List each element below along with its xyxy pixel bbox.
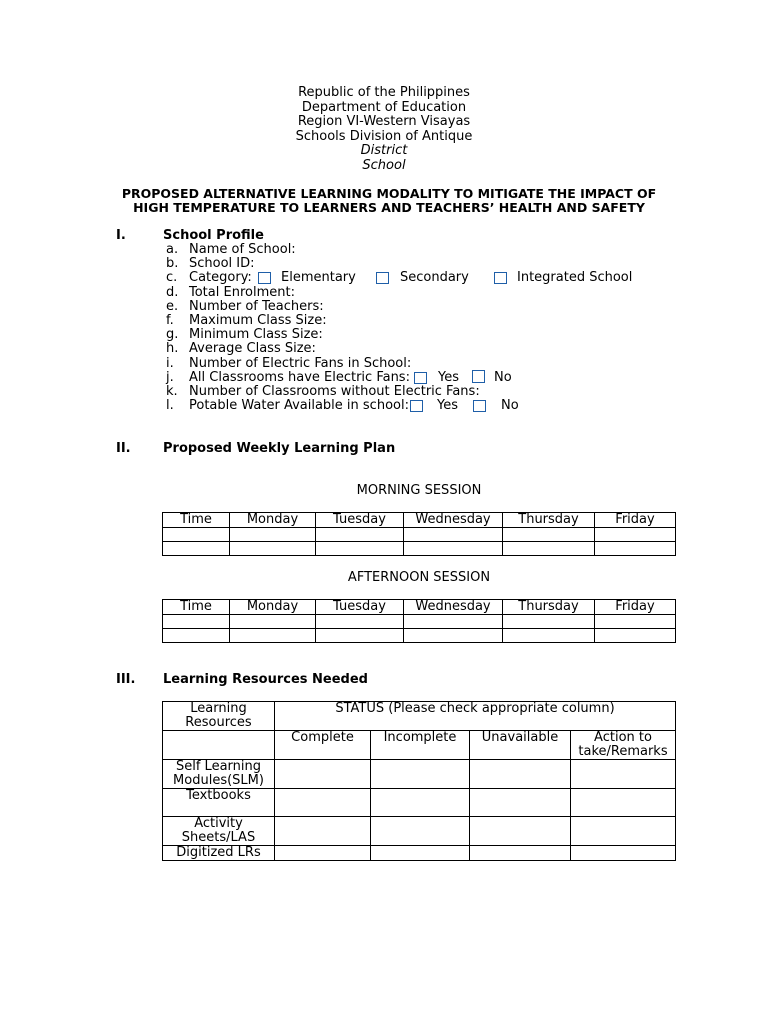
table-cell[interactable] (371, 760, 470, 789)
table-cell[interactable] (230, 528, 316, 542)
item-letter: g. (166, 327, 179, 343)
average-class-size-label: Average Class Size: (189, 341, 316, 357)
fans-no-label: No (494, 369, 512, 385)
column-header-monday: Monday (230, 513, 316, 528)
table-cell[interactable] (316, 629, 404, 643)
column-header-complete: Complete (275, 731, 371, 760)
name-of-school-label: Name of School: (189, 242, 296, 257)
item-letter: j. (166, 369, 174, 385)
potable-water-label: Potable Water Available in school: (189, 398, 409, 414)
section-1-number: I. (116, 228, 126, 243)
header-line-republic: Republic of the Philippines (298, 85, 470, 100)
electric-fans-count-label: Number of Electric Fans in School: (189, 355, 412, 371)
column-header-tuesday: Tuesday (316, 513, 404, 528)
table-cell[interactable] (470, 789, 571, 817)
table-cell[interactable] (571, 760, 676, 789)
fans-yes-label: Yes (438, 369, 459, 385)
column-header-friday: Friday (595, 513, 676, 528)
column-header-incomplete: Incomplete (371, 731, 470, 760)
letterhead (0, 86, 768, 173)
item-letter: c. (166, 270, 178, 286)
table-cell[interactable] (230, 542, 316, 556)
maximum-class-size-label: Maximum Class Size: (189, 312, 327, 328)
afternoon-schedule-table (162, 599, 676, 643)
table-cell[interactable] (503, 615, 595, 629)
secondary-checkbox[interactable] (376, 272, 389, 284)
item-letter: a. (166, 242, 179, 257)
table-cell[interactable] (470, 817, 571, 846)
table-cell[interactable] (316, 615, 404, 629)
column-header-thursday: Thursday (503, 600, 595, 615)
table-cell[interactable] (163, 542, 230, 556)
column-header-unavailable: Unavailable (470, 731, 571, 760)
header-line-division: Schools Division of Antique (295, 128, 473, 144)
resource-name-slm: Self Learning Modules(SLM) (163, 760, 275, 789)
table-row (163, 846, 676, 861)
table-row (163, 629, 676, 643)
header-line-school: School (362, 157, 406, 173)
table-cell[interactable] (404, 629, 503, 643)
table-cell[interactable] (404, 542, 503, 556)
table-cell[interactable] (595, 542, 676, 556)
header-line-district: District (360, 143, 408, 158)
integrated-school-checkbox[interactable] (494, 272, 507, 284)
morning-session-label: MORNING SESSION (356, 483, 482, 498)
item-letter: b. (166, 256, 179, 272)
table-cell (163, 731, 275, 760)
water-no-label: No (501, 398, 519, 414)
table-cell[interactable] (595, 528, 676, 542)
table-header-row (163, 702, 676, 731)
resource-name-activity-sheets: Activity Sheets/LAS (163, 817, 275, 846)
column-header-action-remarks: Action to take/Remarks (571, 731, 676, 760)
category-label: Category: (189, 270, 252, 286)
table-cell[interactable] (404, 615, 503, 629)
title-line-2: HIGH TEMPERATURE TO LEARNERS AND TEACHERS’ HEALTH AND SAFETY (133, 200, 645, 215)
table-cell[interactable] (371, 846, 470, 861)
integrated-school-option-label: Integrated School (517, 270, 633, 286)
table-cell[interactable] (503, 528, 595, 542)
section-2-number: II. (116, 441, 131, 456)
column-header-wednesday: Wednesday (404, 600, 503, 615)
document-title (0, 187, 768, 215)
table-cell[interactable] (316, 542, 404, 556)
item-letter: i. (166, 355, 174, 371)
table-cell[interactable] (275, 789, 371, 817)
classrooms-without-fans-label: Number of Classrooms without Electric Fans: (189, 383, 480, 399)
section-2-heading: Proposed Weekly Learning Plan (163, 441, 396, 456)
table-row (163, 542, 676, 556)
table-cell[interactable] (503, 629, 595, 643)
table-cell[interactable] (371, 789, 470, 817)
column-header-monday: Monday (230, 600, 316, 615)
secondary-option-label: Secondary (400, 270, 469, 286)
table-row (163, 760, 676, 789)
table-cell[interactable] (503, 542, 595, 556)
minimum-class-size-label: Minimum Class Size: (189, 327, 323, 343)
table-cell[interactable] (571, 817, 676, 846)
resource-name-digitized-lrs: Digitized LRs (163, 846, 275, 861)
table-cell[interactable] (163, 615, 230, 629)
item-letter: l. (166, 398, 174, 414)
column-header-friday: Friday (595, 600, 676, 615)
elementary-checkbox[interactable] (258, 272, 271, 284)
section-3-number: III. (116, 672, 136, 687)
column-header-tuesday: Tuesday (316, 600, 404, 615)
table-cell[interactable] (595, 629, 676, 643)
table-row (163, 528, 676, 542)
status-header: STATUS (Please check appropriate column) (275, 702, 676, 731)
column-header-thursday: Thursday (503, 513, 595, 528)
table-header-row (163, 600, 676, 615)
fans-no-checkbox[interactable] (472, 370, 485, 383)
all-classrooms-fans-label: All Classrooms have Electric Fans: (189, 369, 410, 385)
header-line-region: Region VI-Western Visayas (297, 114, 471, 129)
table-cell[interactable] (163, 528, 230, 542)
header-line-department: Department of Education (301, 99, 467, 115)
morning-schedule-table (162, 512, 676, 556)
table-cell[interactable] (470, 846, 571, 861)
table-cell[interactable] (275, 846, 371, 861)
water-no-checkbox[interactable] (473, 400, 486, 412)
total-enrolment-label: Total Enrolment: (189, 284, 295, 300)
table-row (163, 789, 676, 817)
title-line-1: PROPOSED ALTERNATIVE LEARNING MODALITY TO MITIGATE THE IMPACT OF (121, 186, 657, 201)
table-cell[interactable] (275, 760, 371, 789)
section-1-heading: School Profile (163, 228, 264, 243)
resource-name-textbooks: Textbooks (163, 789, 275, 817)
table-cell[interactable] (316, 528, 404, 542)
table-subheader-row (163, 731, 676, 760)
table-cell[interactable] (371, 817, 470, 846)
table-cell[interactable] (404, 528, 503, 542)
table-row (163, 817, 676, 846)
elementary-option-label: Elementary (281, 270, 356, 286)
table-cell[interactable] (470, 760, 571, 789)
table-cell[interactable] (275, 817, 371, 846)
fans-yes-checkbox[interactable] (414, 372, 427, 384)
item-letter: f. (166, 312, 174, 328)
item-letter: k. (166, 383, 178, 399)
section-3-heading: Learning Resources Needed (163, 672, 368, 687)
column-header-time: Time (163, 513, 230, 528)
column-header-wednesday: Wednesday (404, 513, 503, 528)
learning-resources-column-header: Learning Resources (163, 702, 275, 731)
afternoon-session-label: AFTERNOON SESSION (347, 570, 491, 585)
table-cell[interactable] (163, 629, 230, 643)
table-cell[interactable] (595, 615, 676, 629)
number-of-teachers-label: Number of Teachers: (189, 298, 324, 314)
table-row (163, 615, 676, 629)
table-cell[interactable] (230, 629, 316, 643)
item-letter: h. (166, 341, 179, 357)
column-header-time: Time (163, 600, 230, 615)
water-yes-checkbox[interactable] (410, 400, 423, 412)
water-yes-label: Yes (437, 398, 458, 414)
table-cell[interactable] (230, 615, 316, 629)
table-header-row (163, 513, 676, 528)
item-letter: e. (166, 298, 179, 314)
item-letter: d. (166, 284, 179, 300)
table-cell[interactable] (571, 846, 676, 861)
school-id-label: School ID: (189, 256, 255, 272)
learning-resources-table (162, 701, 676, 861)
table-cell[interactable] (571, 789, 676, 817)
